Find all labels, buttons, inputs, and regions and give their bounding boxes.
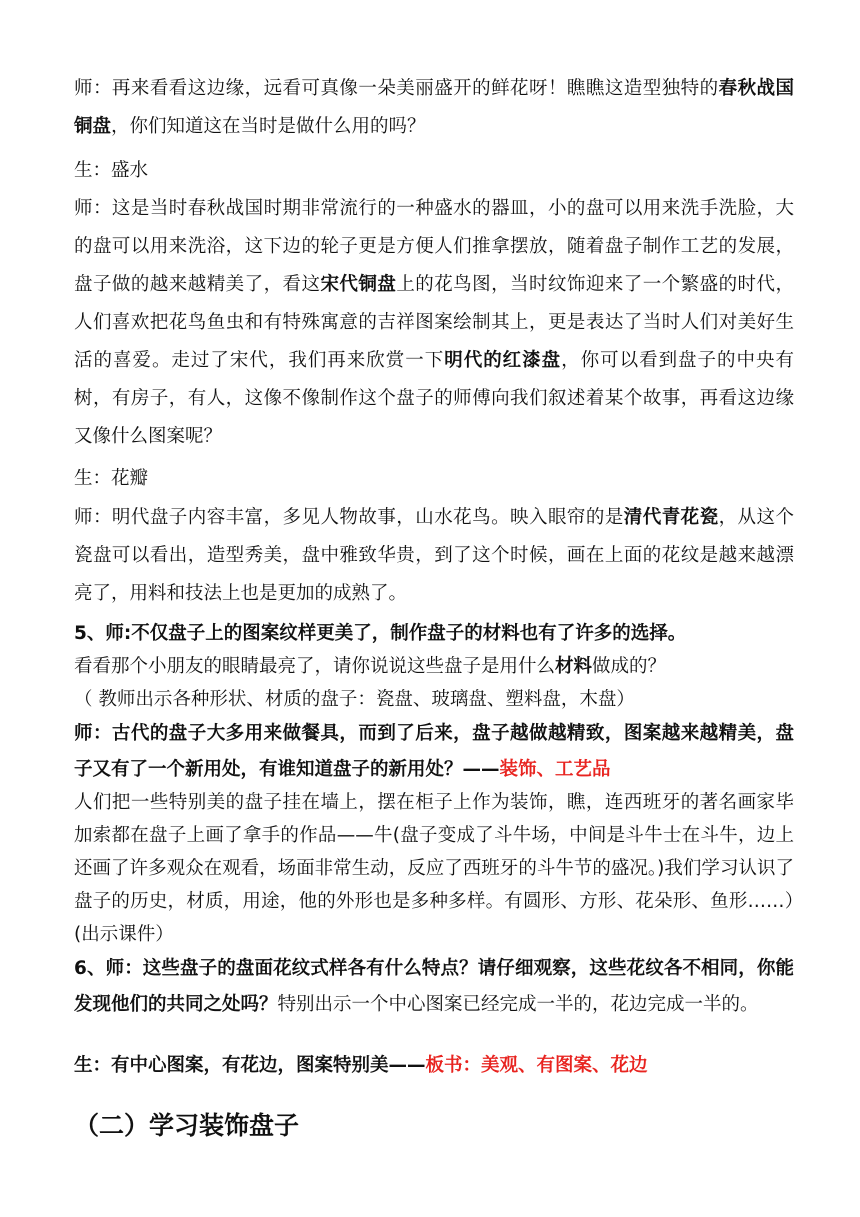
bold-text: 材料 (555, 656, 593, 677)
bold-text: 清代青花瓷 (623, 507, 719, 528)
paragraph-8 (74, 683, 794, 716)
paragraph-3 (74, 190, 794, 456)
bold-text: 生：有中心图案，有花边，图案特别美—— (74, 1055, 426, 1076)
paragraph-6 (74, 617, 794, 650)
paragraph-9 (74, 716, 794, 788)
body-text: 师：明代盘子内容丰富，多见人物故事，山水花鸟。映入眼帘的是 (74, 507, 624, 528)
paragraph-11 (74, 951, 794, 1023)
body-text: ，你们知道这在当时是做什么用的吗？ (111, 116, 426, 137)
body-text: 特别出示一个中心图案已经完成一半的，花边完成一半的。 (277, 994, 759, 1015)
bold-text: 6、师：这些盘子的盘面花纹式样各有什么特点？请仔细观察，这些花纹各不相同，你能发现他们的共同之处吗？ (74, 958, 794, 1015)
body-text: 上的花鸟图，当时纹饰迎来了一个繁盛的时代，人们喜欢把花鸟鱼虫和有特殊寓意的吉祥图案绘制其上，更是表达了当时人们对美好生活的喜爱。走过了宋代，我们再来欣赏一下 (74, 274, 794, 371)
paragraph-4 (74, 460, 794, 498)
body-text: （ 教师出示各种形状、材质的盘子：瓷盘、玻璃盘、塑料盘，木盘） (74, 689, 635, 710)
bold-text: 明代的红漆盘 (444, 350, 562, 371)
paragraph-10 (74, 786, 794, 951)
paragraph-7 (74, 650, 794, 683)
highlight-text: 装饰、工艺品 (499, 759, 611, 780)
bold-text: 师：古代的盘子大多用来做餐具，而到了后来，盘子越做越精致，图案越来越精美，盘子又有了一个新用处，有谁知道盘子的新用处？—— (74, 723, 794, 780)
body-text: 做成的？ (592, 656, 667, 677)
bold-text: 春秋战国铜盘 (74, 78, 794, 137)
body-text: 生：花瓣 (74, 468, 149, 489)
section-heading: （二）学习装饰盘子 (74, 1111, 300, 1140)
bold-text: 宋代铜盘 (320, 274, 397, 295)
body-text: 师：再来看看这边缘，远看可真像一朵美丽盛开的鲜花呀！瞧瞧这造型独特的 (74, 78, 719, 99)
paragraph-12 (74, 1048, 794, 1084)
body-text: 师：这是当时春秋战国时期非常流行的一种盛水的器皿，小的盘可以用来洗手洗脸，大的盘可以用来洗浴，这下边的轮子更是方便人们推拿摆放，随着盘子制作工艺的发展，盘子做的越来越精美了，看这 (74, 198, 794, 295)
paragraph-2 (74, 152, 794, 190)
body-text: 人们把一些特别美的盘子挂在墙上，摆在柜子上作为装饰，瞧，连西班牙的著名画家毕加索都在盘子上画了拿手的作品——牛(盘子变成了斗牛场，中间是斗牛士在斗牛，边上还画了许多观众在观看，场面非常生动，反应了西班牙的斗牛节的盛况。)我们学习认识了盘子的历史，材质，用途，他的外形也是多种多样。有圆形、方形、花朵形、鱼形……）(出示课件） (74, 792, 794, 945)
paragraph-5 (74, 499, 794, 613)
paragraph-1 (74, 70, 794, 146)
body-text: 看看那个小朋友的眼睛最亮了，请你说说这些盘子是用什么 (74, 656, 556, 677)
body-text: 生：盛水 (74, 160, 149, 181)
highlight-text: 板书：美观、有图案、花边 (425, 1055, 648, 1076)
bold-text: 5、师:不仅盘子上的图案纹样更美了，制作盘子的材料也有了许多的选择。 (74, 623, 687, 644)
body-text: ，从这个瓷盘可以看出，造型秀美，盘中雅致华贵，到了这个时候，画在上面的花纹是越来越漂亮了，用料和技法上也是更加的成熟了。 (74, 507, 794, 604)
body-text: ，你可以看到盘子的中央有树，有房子，有人，这像不像制作这个盘子的师傅向我们叙述着某个故事，再看这边缘又像什么图案呢？ (74, 350, 794, 447)
